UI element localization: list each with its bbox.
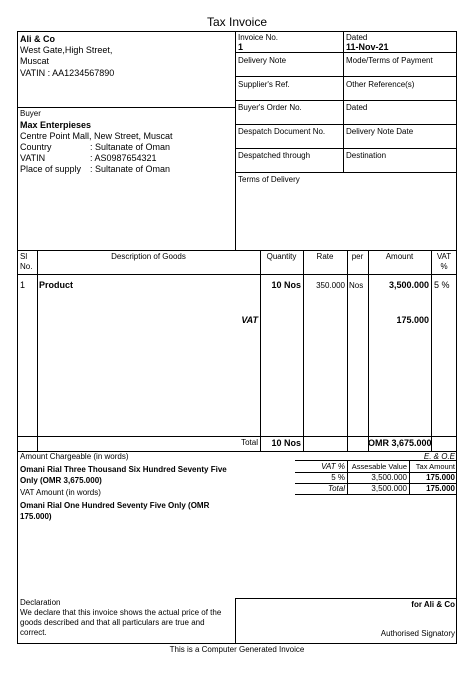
invoice-no-label: Invoice No.: [238, 33, 279, 42]
vat-summary-tax: 175.000: [426, 473, 455, 482]
col-amount: Amount: [385, 252, 414, 261]
invoice-no: 1: [238, 42, 244, 52]
header-divider: [235, 32, 236, 250]
col-description: Description of Goods: [111, 252, 186, 261]
invoice-date: 11-Nov-21: [346, 42, 389, 52]
seller-address-line2: Muscat: [20, 56, 50, 66]
suppliers-ref-label: Supplier's Ref.: [238, 80, 290, 89]
despatched-through-label: Despatched through: [238, 151, 311, 160]
buyer-vatin: : AS0987654321: [90, 153, 157, 163]
item-description: Product: [39, 280, 74, 290]
buyer-name: Max Enterpieses: [20, 120, 92, 130]
col-per: per: [351, 252, 364, 261]
terms-delivery-label: Terms of Delivery: [238, 175, 300, 184]
dated-label: Dated: [346, 33, 368, 42]
item-sl: 1: [20, 280, 26, 290]
vat-summary-tax-header: Tax Amount: [415, 462, 455, 471]
col-sl: Sl: [20, 252, 28, 261]
item-quantity: 10 Nos: [271, 280, 301, 290]
seller-name: Ali & Co: [20, 34, 55, 44]
for-company-label: for Ali & Co: [411, 600, 455, 609]
buyer-place-label: Place of supply: [20, 164, 82, 174]
declaration-text: We declare that this invoice shows the actual price of the goods described and that all particulars are true and correct.: [20, 608, 222, 637]
destination-label: Destination: [346, 151, 387, 160]
total-label: Total: [241, 438, 258, 447]
signature-box-top: [235, 598, 457, 599]
col-vat: VAT: [436, 252, 452, 261]
col-no: No.: [20, 262, 33, 271]
vat-summary-assessable-header: Assesable Value: [351, 462, 407, 471]
other-ref-label: Other Reference(s): [346, 80, 415, 89]
eoe-label: E. & O.E: [423, 452, 455, 461]
document-title: Tax Invoice: [206, 15, 268, 29]
table-top-line: [18, 250, 457, 251]
buyer-address: Centre Point Mall, New Street, Muscat: [20, 131, 173, 141]
vat-words-label: VAT Amount (in words): [20, 488, 101, 497]
invoice-frame: [17, 31, 457, 644]
authorised-signatory: Authorised Signatory: [380, 629, 455, 638]
amount-in-words: Omani Rial Three Thousand Six Hundred Seventy Five Only (OMR 3,675.000): [20, 465, 227, 485]
vat-line-amount: 175.000: [396, 315, 429, 325]
col-quantity: Quantity: [266, 252, 297, 261]
seller-vatin: VATIN : AA1234567890: [20, 68, 115, 78]
buyers-order-label: Buyer's Order No.: [238, 103, 302, 112]
buyer-label: Buyer: [20, 109, 41, 118]
buyer-country: : Sultanate of Oman: [90, 142, 171, 152]
vat-summary-pct: 5 %: [331, 473, 345, 482]
buyer-vatin-label: VATIN: [20, 153, 46, 163]
buyer-place: : Sultanate of Oman: [90, 164, 171, 174]
vat-summary-total-assessable: 3,500.000: [371, 484, 407, 493]
vat-summary-total-tax: 175.000: [426, 484, 455, 493]
item-amount: 3,500.000: [388, 280, 429, 290]
total-amount: OMR 3,675.000: [368, 438, 432, 448]
declaration-label: Declaration: [20, 598, 61, 607]
mode-terms-label: Mode/Terms of Payment: [346, 56, 433, 65]
delivery-note-date-label: Delivery Note Date: [346, 127, 414, 136]
dated2-label: Dated: [346, 103, 368, 112]
footer-note: This is a Computer Generated Invoice: [169, 645, 305, 654]
item-per: Nos: [349, 281, 364, 290]
buyer-country-label: Country: [20, 142, 52, 152]
header-col-divider: [343, 32, 344, 173]
vat-summary-assessable: 3,500.000: [371, 473, 407, 482]
table-header-line: [18, 274, 457, 275]
vat-line-label: VAT: [241, 315, 258, 325]
seller-address-line1: West Gate,High Street,: [20, 45, 113, 55]
vat-summary-pct-header: VAT %: [321, 462, 345, 471]
table-total-line: [18, 436, 457, 437]
seller-buyer-divider: [18, 107, 235, 108]
delivery-note-label: Delivery Note: [238, 56, 287, 65]
total-quantity: 10 Nos: [271, 438, 301, 448]
vat-in-words: Omani Rial One Hundred Seventy Five Only (OMR 175.000): [20, 501, 210, 521]
item-rate: 350.000: [316, 281, 345, 290]
item-vat: 5 %: [434, 280, 450, 290]
col-rate: Rate: [316, 252, 334, 261]
vat-summary-total-label: Total: [327, 484, 345, 493]
amount-words-label: Amount Chargeable (in words): [20, 452, 129, 461]
col-vat-pct: %: [440, 262, 448, 271]
despatch-doc-label: Despatch Document No.: [238, 127, 326, 136]
